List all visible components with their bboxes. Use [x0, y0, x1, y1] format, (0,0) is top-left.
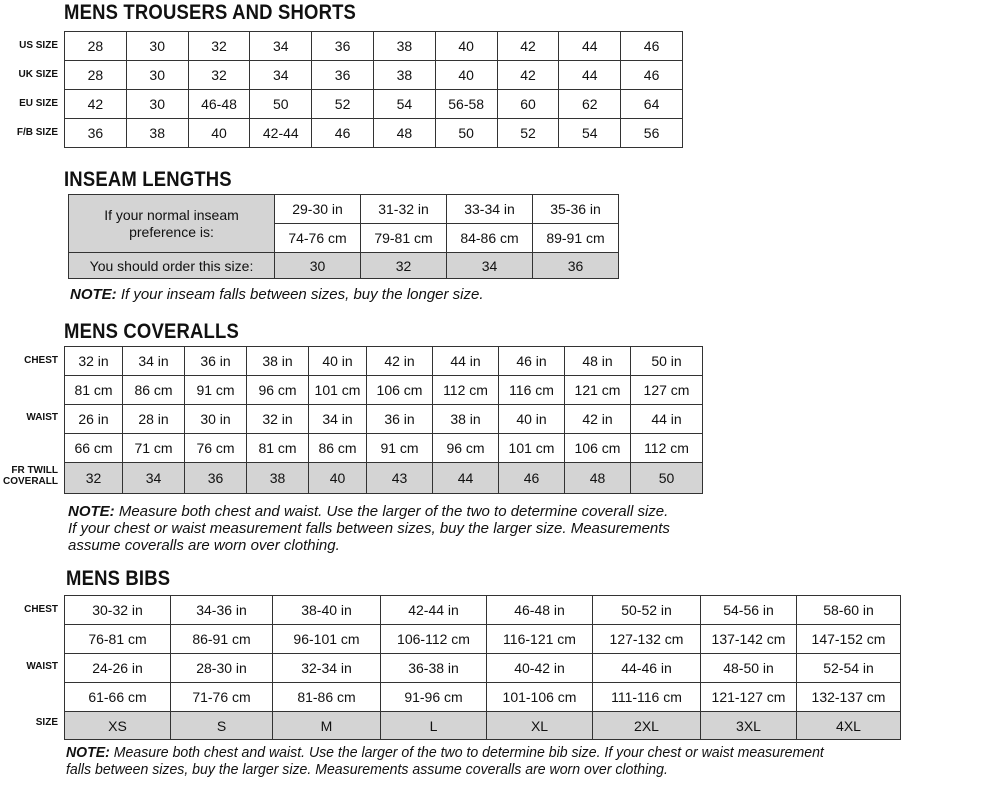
waist-cm-cell: 76 cm: [185, 434, 247, 463]
bibs-waist-cm-row: [65, 683, 901, 712]
fb-size-cell: 38: [126, 119, 188, 148]
bib-chest-cm-cell: 147-152 cm: [797, 625, 901, 654]
bib-chest-in-cell: 54-56 in: [701, 596, 797, 625]
chest-in-cell: 32 in: [65, 347, 123, 376]
chest-cm-cell: 86 cm: [123, 376, 185, 405]
coveralls-waist-in-row: [65, 405, 703, 434]
fb-size-cell: 48: [373, 119, 435, 148]
bibs-chest-in-row: [65, 596, 901, 625]
coveralls-note-line3: assume coveralls are worn over clothing.: [68, 537, 340, 554]
inseam-note: [70, 286, 484, 303]
eu-size-cell: 46-48: [188, 90, 250, 119]
coveralls-title: MENS COVERALLS: [64, 320, 239, 343]
chest-in-cell: 38 in: [247, 347, 309, 376]
uk-size-cell: 32: [188, 61, 250, 90]
bib-waist-cm-cell: 121-127 cm: [701, 683, 797, 712]
uk-size-row: [65, 61, 683, 90]
inseam-cm-cell: 74-76 cm: [275, 224, 361, 253]
inseam-table: [68, 194, 619, 279]
fb-size-cell: 42-44: [250, 119, 312, 148]
fb-size-cell: 56: [621, 119, 683, 148]
chest-cm-cell: 112 cm: [433, 376, 499, 405]
chest-cm-cell: 106 cm: [367, 376, 433, 405]
waist-cm-cell: 96 cm: [433, 434, 499, 463]
inseam-cm-cell: 84-86 cm: [447, 224, 533, 253]
waist-in-cell: 40 in: [499, 405, 565, 434]
us-size-cell: 38: [373, 32, 435, 61]
waist-cm-cell: 101 cm: [499, 434, 565, 463]
bibs-waist-in-row: [65, 654, 901, 683]
chest-cm-cell: 121 cm: [565, 376, 631, 405]
bib-chest-cm-cell: 116-121 cm: [487, 625, 593, 654]
bib-waist-in-cell: 24-26 in: [65, 654, 171, 683]
bibs-note-label: NOTE:: [66, 744, 110, 761]
uk-size-cell: 28: [65, 61, 127, 90]
coverall-size-cell: 32: [65, 463, 123, 494]
coveralls-size-label: [3, 465, 58, 487]
inseam-inches-cell: 33-34 in: [447, 195, 533, 224]
bib-chest-cm-cell: 106-112 cm: [381, 625, 487, 654]
trousers-title: MENS TROUSERS AND SHORTS: [64, 1, 357, 24]
chest-in-cell: 34 in: [123, 347, 185, 376]
bib-chest-in-cell: 42-44 in: [381, 596, 487, 625]
us-size-cell: 46: [621, 32, 683, 61]
coverall-size-cell: 44: [433, 463, 499, 494]
bib-chest-cm-cell: 86-91 cm: [171, 625, 273, 654]
inseam-cm-cell: 89-91 cm: [533, 224, 619, 253]
us-size-cell: 42: [497, 32, 559, 61]
us-size-cell: 32: [188, 32, 250, 61]
inseam-size-cell: 32: [361, 253, 447, 279]
uk-size-label: UK SIZE: [18, 69, 58, 80]
bib-size-cell: 2XL: [593, 712, 701, 740]
eu-size-cell: 64: [621, 90, 683, 119]
bibs-size-table: [64, 595, 901, 740]
bib-size-cell: M: [273, 712, 381, 740]
chest-cm-cell: 116 cm: [499, 376, 565, 405]
us-size-cell: 30: [126, 32, 188, 61]
bib-waist-in-cell: 40-42 in: [487, 654, 593, 683]
bibs-size-label: SIZE: [35, 717, 58, 728]
bibs-note-line2: falls between sizes, buy the larger size. Measurements assume coveralls are worn over clothing.: [66, 761, 668, 778]
chest-in-cell: 40 in: [309, 347, 367, 376]
uk-size-cell: 36: [312, 61, 374, 90]
waist-cm-cell: 86 cm: [309, 434, 367, 463]
uk-size-cell: 46: [621, 61, 683, 90]
chest-cm-cell: 81 cm: [65, 376, 123, 405]
bib-waist-cm-cell: 101-106 cm: [487, 683, 593, 712]
eu-size-label: EU SIZE: [19, 98, 58, 109]
us-size-label: US SIZE: [19, 40, 58, 51]
coveralls-chest-label: CHEST: [24, 355, 58, 366]
bib-waist-cm-cell: 91-96 cm: [381, 683, 487, 712]
bibs-waist-label: WAIST: [26, 661, 58, 672]
waist-in-cell: 26 in: [65, 405, 123, 434]
fb-size-label: F/B SIZE: [16, 127, 58, 138]
uk-size-cell: 42: [497, 61, 559, 90]
inseam-size-cell: 36: [533, 253, 619, 279]
bib-chest-in-cell: 38-40 in: [273, 596, 381, 625]
waist-in-cell: 42 in: [565, 405, 631, 434]
inseam-size-cell: 34: [447, 253, 533, 279]
waist-cm-cell: 81 cm: [247, 434, 309, 463]
chest-cm-cell: 96 cm: [247, 376, 309, 405]
bibs-chest-label: CHEST: [24, 604, 58, 615]
coveralls-waist-label: WAIST: [26, 412, 58, 423]
waist-in-cell: 38 in: [433, 405, 499, 434]
chest-in-cell: 48 in: [565, 347, 631, 376]
uk-size-cell: 34: [250, 61, 312, 90]
eu-size-cell: 60: [497, 90, 559, 119]
bib-size-cell: L: [381, 712, 487, 740]
uk-size-cell: 38: [373, 61, 435, 90]
bibs-chest-cm-row: [65, 625, 901, 654]
bib-chest-in-cell: 46-48 in: [487, 596, 593, 625]
waist-in-cell: 32 in: [247, 405, 309, 434]
bib-waist-cm-cell: 81-86 cm: [273, 683, 381, 712]
coveralls-chest-in-row: [65, 347, 703, 376]
bib-chest-cm-cell: 96-101 cm: [273, 625, 381, 654]
coverall-size-cell: 43: [367, 463, 433, 494]
coveralls-note-line1: Measure both chest and waist. Use the larger of the two to determine coverall size.: [114, 503, 669, 520]
chest-cm-cell: 91 cm: [185, 376, 247, 405]
bib-waist-cm-cell: 132-137 cm: [797, 683, 901, 712]
bib-waist-in-cell: 52-54 in: [797, 654, 901, 683]
inseam-order-label: You should order this size:: [69, 253, 275, 279]
fb-size-row: [65, 119, 683, 148]
bib-waist-in-cell: 32-34 in: [273, 654, 381, 683]
us-size-cell: 34: [250, 32, 312, 61]
waist-in-cell: 28 in: [123, 405, 185, 434]
uk-size-cell: 40: [435, 61, 497, 90]
coveralls-size-label-line2: COVERALL: [3, 476, 58, 487]
waist-cm-cell: 66 cm: [65, 434, 123, 463]
us-size-row: [65, 32, 683, 61]
bib-size-cell: 3XL: [701, 712, 797, 740]
bib-waist-in-cell: 36-38 in: [381, 654, 487, 683]
coverall-size-cell: 50: [631, 463, 703, 494]
bib-waist-in-cell: 44-46 in: [593, 654, 701, 683]
coveralls-note-label: NOTE:: [68, 503, 115, 520]
bib-size-cell: S: [171, 712, 273, 740]
bibs-size-row: [65, 712, 901, 740]
coveralls-chest-cm-row: [65, 376, 703, 405]
bib-chest-cm-cell: 76-81 cm: [65, 625, 171, 654]
inseam-note-text: If your inseam falls between sizes, buy the longer size.: [116, 286, 484, 303]
inseam-inches-row: [69, 195, 619, 224]
us-size-cell: 40: [435, 32, 497, 61]
fb-size-cell: 50: [435, 119, 497, 148]
inseam-inches-cell: 29-30 in: [275, 195, 361, 224]
fb-size-cell: 54: [559, 119, 621, 148]
bib-chest-in-cell: 58-60 in: [797, 596, 901, 625]
eu-size-cell: 56-58: [435, 90, 497, 119]
coveralls-waist-cm-row: [65, 434, 703, 463]
chest-in-cell: 36 in: [185, 347, 247, 376]
bibs-note: [66, 744, 824, 778]
fb-size-cell: 36: [65, 119, 127, 148]
chest-in-cell: 46 in: [499, 347, 565, 376]
waist-in-cell: 44 in: [631, 405, 703, 434]
bib-chest-in-cell: 34-36 in: [171, 596, 273, 625]
us-size-cell: 36: [312, 32, 374, 61]
bib-size-cell: XL: [487, 712, 593, 740]
coverall-size-cell: 46: [499, 463, 565, 494]
fb-size-cell: 40: [188, 119, 250, 148]
chest-cm-cell: 127 cm: [631, 376, 703, 405]
coveralls-size-table: [64, 346, 703, 494]
inseam-title: INSEAM LENGTHS: [64, 168, 232, 191]
bib-waist-in-cell: 28-30 in: [171, 654, 273, 683]
eu-size-cell: 62: [559, 90, 621, 119]
bibs-note-line1: Measure both chest and waist. Use the larger of the two to determine bib size. If your chest or waist measurement: [109, 744, 824, 761]
fb-size-cell: 52: [497, 119, 559, 148]
inseam-inches-cell: 31-32 in: [361, 195, 447, 224]
inseam-note-label: NOTE:: [70, 286, 117, 303]
bib-size-cell: 4XL: [797, 712, 901, 740]
waist-cm-cell: 91 cm: [367, 434, 433, 463]
coverall-size-cell: 48: [565, 463, 631, 494]
chest-cm-cell: 101 cm: [309, 376, 367, 405]
coverall-size-cell: 40: [309, 463, 367, 494]
waist-in-cell: 34 in: [309, 405, 367, 434]
eu-size-cell: 42: [65, 90, 127, 119]
coverall-size-cell: 34: [123, 463, 185, 494]
uk-size-cell: 30: [126, 61, 188, 90]
eu-size-row: [65, 90, 683, 119]
bib-waist-cm-cell: 71-76 cm: [171, 683, 273, 712]
uk-size-cell: 44: [559, 61, 621, 90]
waist-in-cell: 36 in: [367, 405, 433, 434]
inseam-inches-cell: 35-36 in: [533, 195, 619, 224]
chest-in-cell: 44 in: [433, 347, 499, 376]
us-size-cell: 44: [559, 32, 621, 61]
coveralls-size-row: [65, 463, 703, 494]
bib-size-cell: XS: [65, 712, 171, 740]
coveralls-note-line2: If your chest or waist measurement falls between sizes, buy the larger size. Measurements: [68, 520, 670, 537]
bib-waist-in-cell: 48-50 in: [701, 654, 797, 683]
coveralls-size-label-line1: FR TWILL: [11, 465, 58, 476]
eu-size-cell: 54: [373, 90, 435, 119]
eu-size-cell: 30: [126, 90, 188, 119]
coverall-size-cell: 38: [247, 463, 309, 494]
inseam-cm-cell: 79-81 cm: [361, 224, 447, 253]
waist-cm-cell: 112 cm: [631, 434, 703, 463]
fb-size-cell: 46: [312, 119, 374, 148]
eu-size-cell: 52: [312, 90, 374, 119]
bib-waist-cm-cell: 111-116 cm: [593, 683, 701, 712]
eu-size-cell: 50: [250, 90, 312, 119]
waist-in-cell: 30 in: [185, 405, 247, 434]
trousers-size-table: [64, 31, 683, 148]
inseam-order-row: [69, 253, 619, 279]
waist-cm-cell: 106 cm: [565, 434, 631, 463]
bib-chest-cm-cell: 137-142 cm: [701, 625, 797, 654]
bib-chest-in-cell: 30-32 in: [65, 596, 171, 625]
chest-in-cell: 50 in: [631, 347, 703, 376]
bib-waist-cm-cell: 61-66 cm: [65, 683, 171, 712]
waist-cm-cell: 71 cm: [123, 434, 185, 463]
coveralls-note: [68, 503, 670, 554]
coverall-size-cell: 36: [185, 463, 247, 494]
bibs-title: MENS BIBS: [66, 567, 171, 590]
us-size-cell: 28: [65, 32, 127, 61]
inseam-preference-label: If your normal inseam preference is:: [69, 195, 275, 253]
bib-chest-cm-cell: 127-132 cm: [593, 625, 701, 654]
inseam-size-cell: 30: [275, 253, 361, 279]
bib-chest-in-cell: 50-52 in: [593, 596, 701, 625]
chest-in-cell: 42 in: [367, 347, 433, 376]
